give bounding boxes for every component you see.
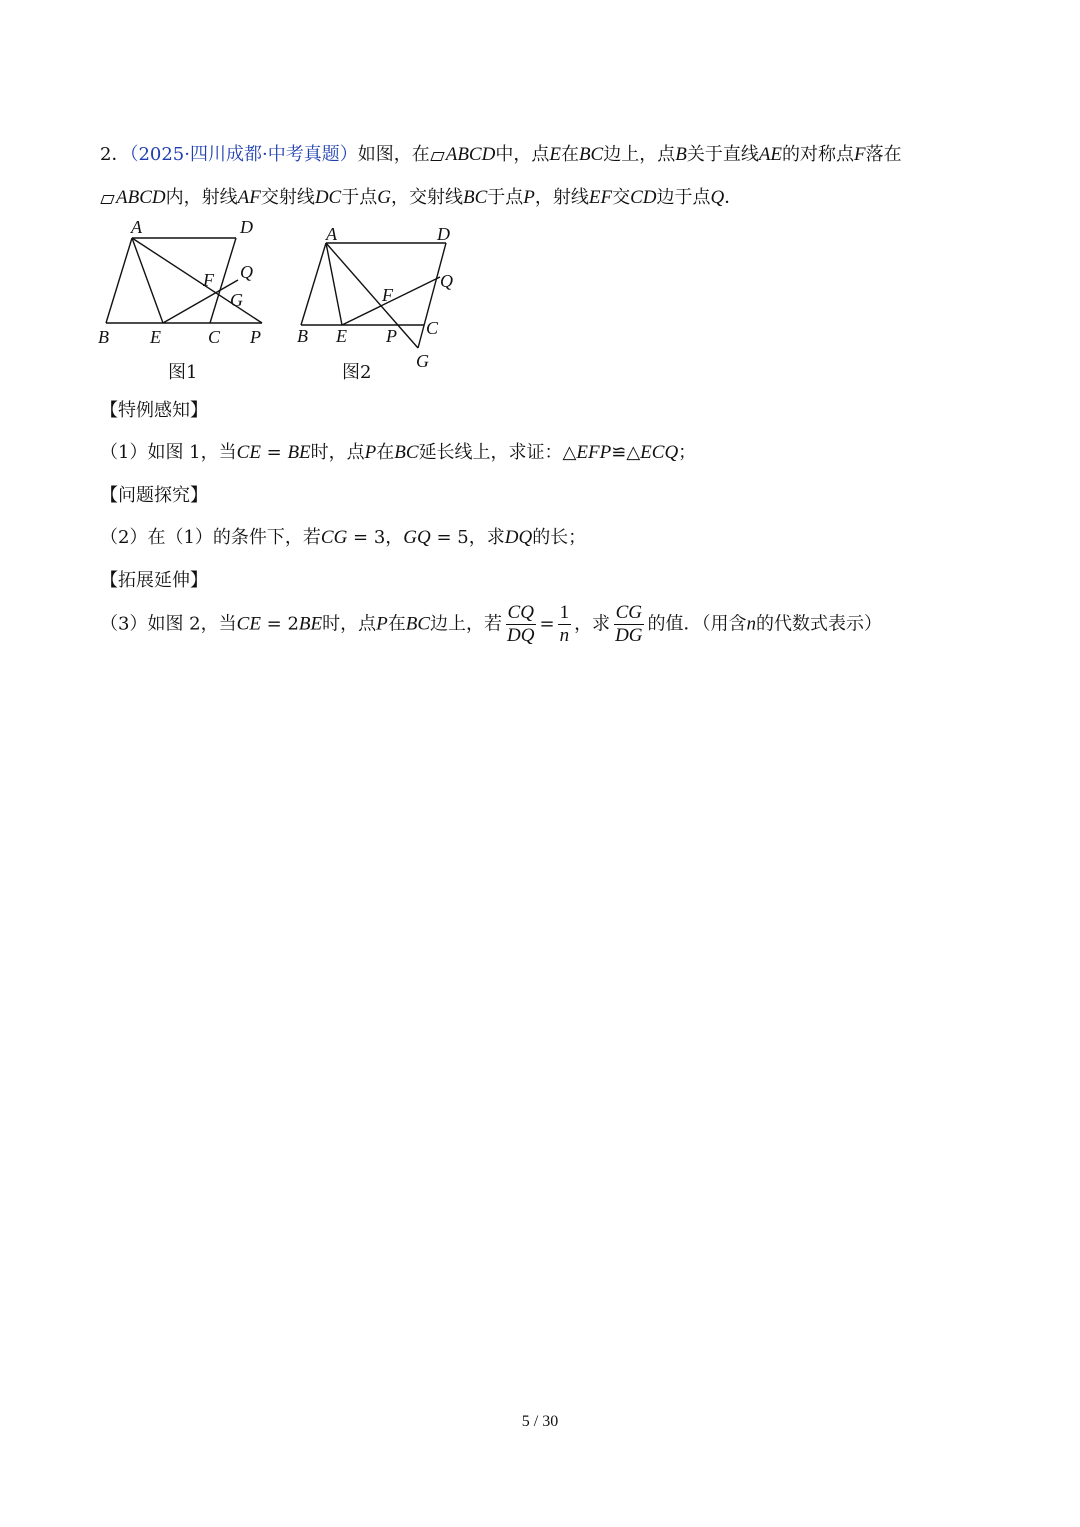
problem-number: 2． <box>100 144 130 165</box>
fig1-segment-AE <box>132 238 163 323</box>
fig2-label-E: E <box>336 326 347 346</box>
fig1-label-G: G <box>230 290 243 310</box>
figure-1 <box>95 215 275 390</box>
fig1-label-A: A <box>131 217 142 237</box>
fig2-caption: 图2 <box>342 362 372 383</box>
page-number: 5 / 30 <box>521 1413 559 1430</box>
section-heading-1: 【特例感知】 <box>100 400 208 421</box>
fig1-label-Q: Q <box>240 262 253 282</box>
fig1-segment-AB <box>106 238 132 323</box>
question-1: （1）如图 1，当CE = BE时，点P在BC延长线上，求证：△EFP≌△ECQ； <box>100 442 697 463</box>
fig1-segment-EQ <box>163 280 238 323</box>
question-2: （2）在（1）的条件下，若CG = 3，GQ = 5，求DQ的长； <box>100 527 587 548</box>
fig1-label-B: B <box>98 327 109 347</box>
fraction-cq-dq: $\frac{CQ}{DQ}$ <box>507 602 535 646</box>
fig1-label-E: E <box>150 327 161 347</box>
fig1-label-F: F <box>203 270 214 290</box>
problem-line-2: ABCD内，射线AF交射线DC于点G，交射线BC于点P，射线EF交CD边于点Q． <box>100 183 742 209</box>
fraction-1-n: $\frac{1}{n}$ <box>559 602 570 646</box>
fig1-label-C: C <box>208 327 221 347</box>
section-heading-2: 【问题探究】 <box>100 485 208 506</box>
problem-source[interactable]: （2025·四川成都·中考真题） <box>129 144 358 165</box>
section-heading-3: 【拓展延伸】 <box>100 570 208 591</box>
parallelogram-icon <box>100 195 114 204</box>
fig2-segment-AB <box>301 243 326 325</box>
fig1-caption: 图1 <box>168 362 198 383</box>
fig2-label-B: B <box>297 326 308 346</box>
fig2-label-Q: Q <box>440 271 453 291</box>
fig2-label-D: D <box>437 224 450 244</box>
parallelogram-icon <box>430 152 444 161</box>
question-3: （3）如图 2，当CE = 2BE时，点P在BC边上，若 $\frac{CQ}{DQ}$ = $\frac{1}{n}$ ，求 $\frac{CG}{DG}$ 的值．（用含n的代数式表示） <box>100 602 883 646</box>
fraction-cg-dg: $\frac{CG}{DG}$ <box>615 602 643 646</box>
fig2-segment-AE <box>326 243 342 325</box>
fig2-label-F: F <box>382 285 393 305</box>
problem-line-1: 2．（2025·四川成都·中考真题）如图，在 ABCD中，点E在BC边上，点B关于直线AE的对称点F落在 <box>100 144 902 165</box>
fig2-label-A: A <box>326 224 337 244</box>
fig2-label-C: C <box>426 318 439 338</box>
fig2-label-P: P <box>386 326 397 346</box>
fig1-label-P: P <box>250 327 261 347</box>
fig2-label-G: G <box>416 351 429 371</box>
figure-2 <box>290 215 465 390</box>
fig1-label-D: D <box>240 217 253 237</box>
